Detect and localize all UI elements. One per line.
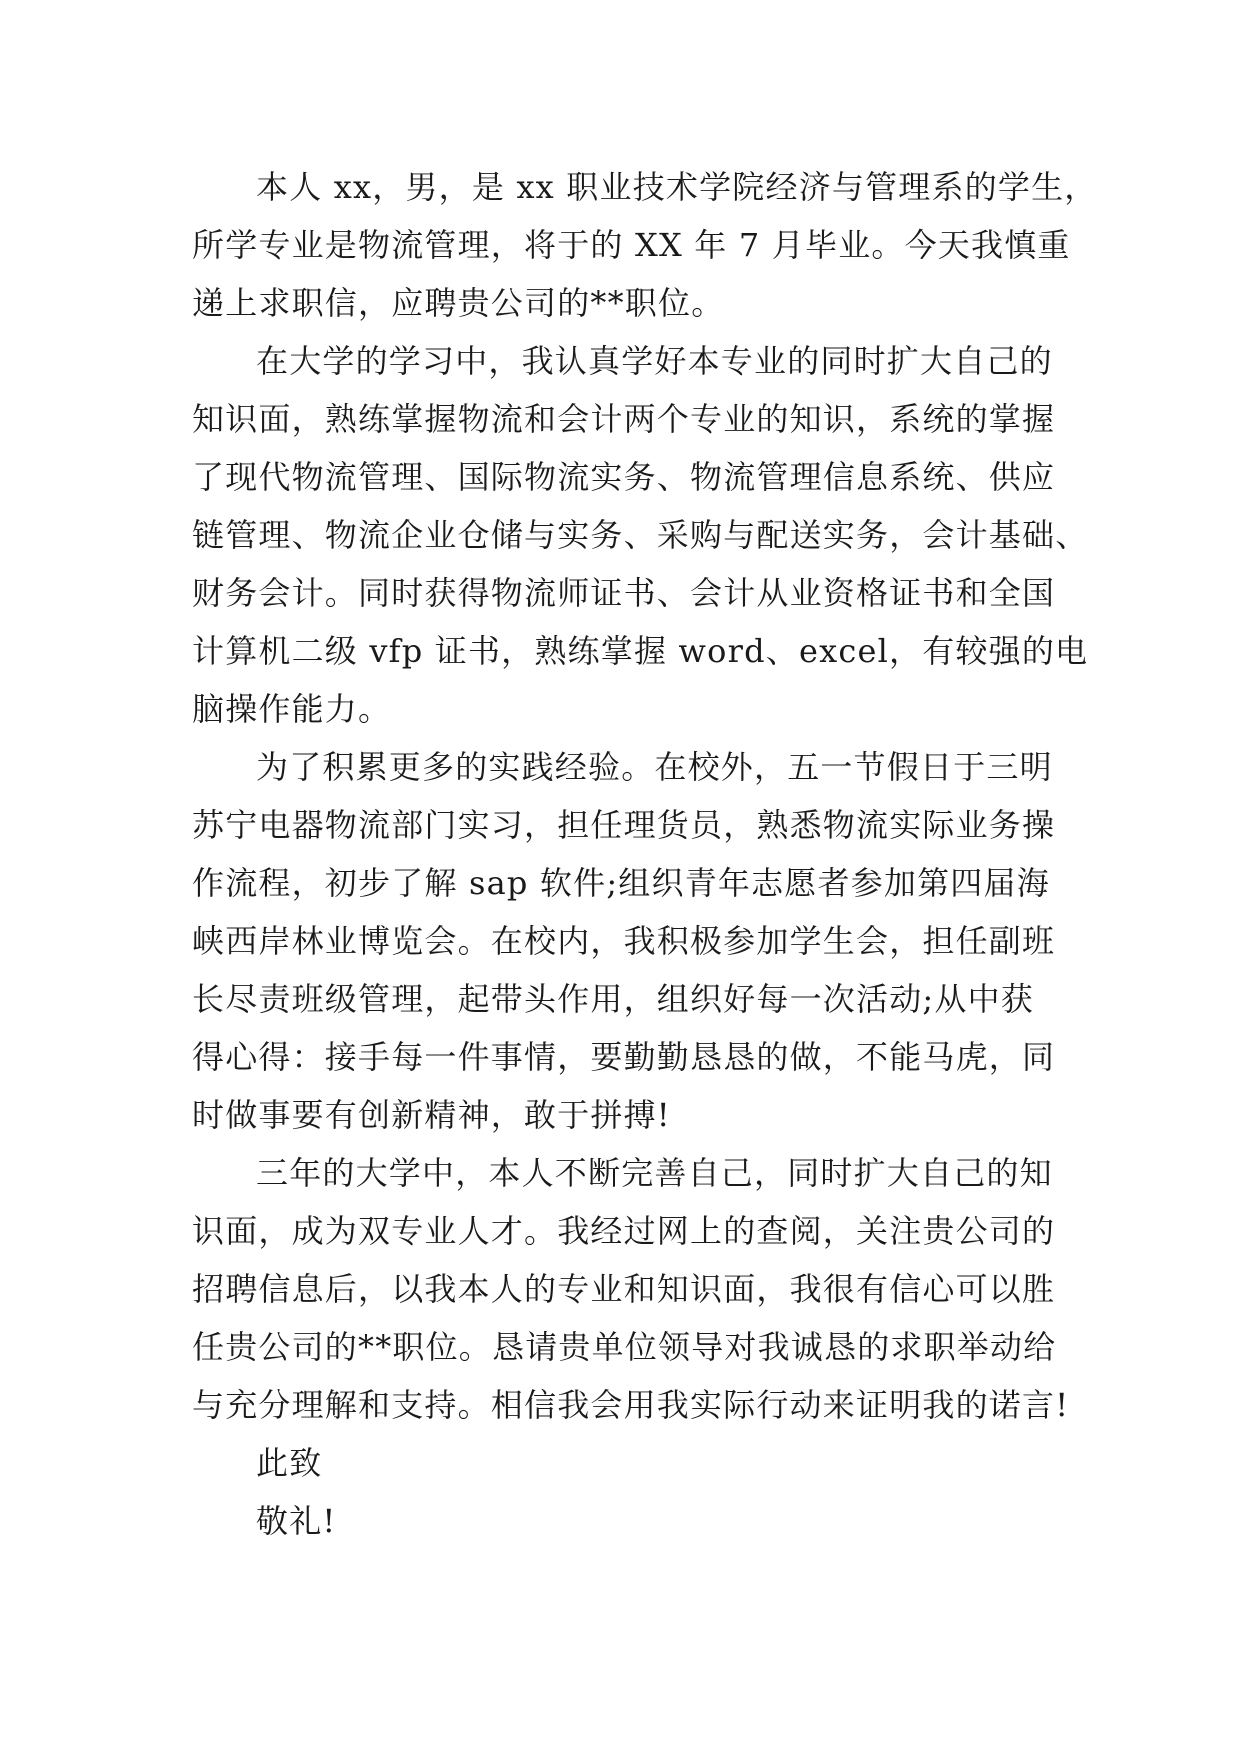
text-line: 为了积累更多的实践经验。在校外，五一节假日于三明 [256,748,1053,786]
text-line: 在大学的学习中，我认真学好本专业的同时扩大自己的 [256,342,1053,380]
text-line: 招聘信息后，以我本人的专业和知识面，我很有信心可以胜 [192,1270,1056,1308]
text-line: 递上求职信，应聘贵公司的**职位。 [192,284,725,322]
text-line: 时做事要有创新精神，敢于拼搏! [192,1096,671,1134]
text-line: 知识面，熟练掌握物流和会计两个专业的知识，系统的掌握 [192,400,1056,438]
text-line: 计算机二级 vfp 证书，熟练掌握 word、excel，有较强的电 [192,632,1089,670]
document-body [192,158,1098,1550]
text-line: 任贵公司的**职位。恳请贵单位领导对我诚恳的求职举动给 [192,1328,1057,1366]
closing-salutation: 敬礼! [256,1502,337,1540]
text-line: 了现代物流管理、国际物流实务、物流管理信息系统、供应 [192,458,1056,496]
text-line: 所学专业是物流管理，将于的 XX 年 7 月毕业。今天我慎重 [192,226,1071,264]
closing-block [192,1434,1058,1550]
text-line: 峡西岸林业博览会。在校内，我积极参加学生会，担任副班 [192,922,1056,960]
text-line: 本人 xx，男，是 xx 职业技术学院经济与管理系的学生， [256,168,1098,206]
paragraph-experience [192,738,1058,1144]
paragraph-education [192,332,1089,738]
text-line: 得心得：接手每一件事情，要勤勤恳恳的做，不能马虎，同 [192,1038,1056,1076]
text-line: 脑操作能力。 [192,690,392,728]
paragraph-intro [192,158,1098,332]
text-line: 苏宁电器物流部门实习，担任理货员，熟悉物流实际业务操 [192,806,1056,844]
text-line: 链管理、物流企业仓储与实务、采购与配送实务，会计基础、 [192,516,1089,554]
text-line: 财务会计。同时获得物流师证书、会计从业资格证书和全国 [192,574,1056,612]
text-line: 与充分理解和支持。相信我会用我实际行动来证明我的诺言! [192,1386,1070,1424]
text-line: 识面，成为双专业人才。我经过网上的查阅，关注贵公司的 [192,1212,1056,1250]
paragraph-summary [192,1144,1070,1434]
text-line: 长尽责班级管理，起带头作用，组织好每一次活动;从中获 [192,980,1034,1018]
text-line: 三年的大学中，本人不断完善自己，同时扩大自己的知 [256,1154,1053,1192]
text-line: 作流程，初步了解 sap 软件;组织青年志愿者参加第四届海 [192,864,1050,902]
closing-line: 此致 [256,1444,323,1482]
